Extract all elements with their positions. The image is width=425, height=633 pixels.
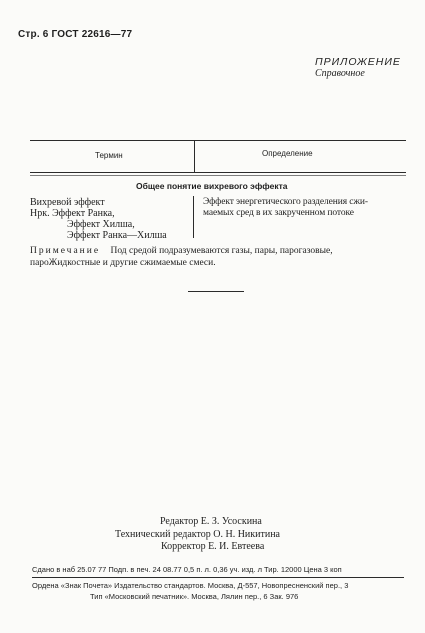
printer-info: Тип «Московский печатник». Москва, Лялин пер., 6 Зак. 976 (90, 592, 299, 601)
end-separator (188, 291, 244, 292)
section-title: Общее понятие вихревого эффекта (136, 181, 288, 191)
publication-info: Сдано в наб 25.07 77 Подп. в печ. 24 08.77 0,5 п. л. 0,36 уч. изд. л Тир. 12000 Цена 3 коп (32, 565, 342, 574)
footer-rule (32, 577, 404, 578)
note-text: Под средой подразумеваются газы, пары, парогазовые, (110, 246, 333, 256)
table-header-bottom-rule (30, 172, 406, 173)
tech-editor-credit: Технический редактор О. Н. Никитина (115, 529, 280, 540)
page-header: Стр. 6 ГОСТ 22616—77 (18, 29, 133, 40)
term-definition-bracket (193, 196, 194, 238)
table-column-divider (194, 140, 195, 172)
table-top-rule (30, 140, 406, 141)
appendix-subtitle: Справочное (315, 68, 365, 79)
appendix-title: ПРИЛОЖЕНИЕ (315, 56, 401, 68)
table-header-bottom-rule-2 (30, 175, 406, 176)
term-deprecated-2: Эффект Хилша, (67, 219, 135, 230)
publisher-info: Ордена «Знак Почета» Издательство стандартов. Москва, Д-557, Новопресненский пер., 3 (32, 581, 349, 590)
column-header-definition: Определение (262, 149, 313, 158)
definition-line-2: маемых сред в их закрученном потоке (203, 208, 354, 218)
editor-credit: Редактор Е. З. Усоскина (160, 516, 262, 527)
term-deprecated-3: Эффект Ранка—Хилша (67, 230, 167, 241)
definition-line-1: Эффект энергетического разделения сжи- (203, 197, 368, 207)
note-line-2: пароЖидкостные и другие сжимаемые смеси. (30, 258, 216, 268)
corrector-credit: Корректор Е. И. Евтеева (161, 541, 265, 552)
note-label: Примечание (30, 246, 101, 256)
term-main: Вихревой эффект (30, 197, 105, 208)
note-line-1 (30, 246, 333, 256)
column-header-term: Термин (95, 151, 123, 160)
term-deprecated-1: Нрк. Эффект Ранка, (30, 208, 115, 219)
